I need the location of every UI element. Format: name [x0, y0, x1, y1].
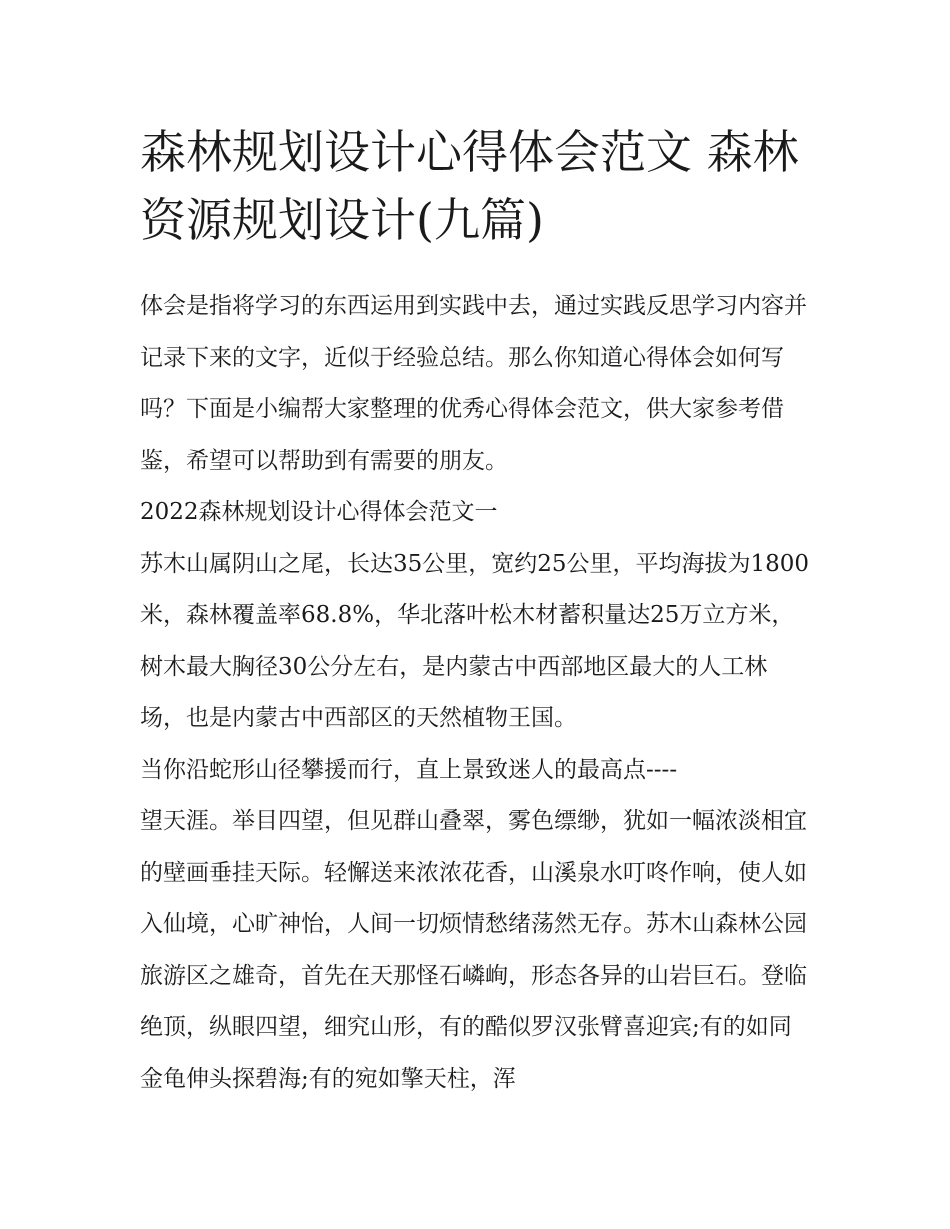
document-body	[140, 281, 812, 1105]
body-paragraph: 苏木山属阴山之尾，长达35公里，宽约25公里，平均海拔为1800米，森林覆盖率68.8%，华北落叶松木材蓄积量达25万立方米，树木最大胸径30公分左右，是内蒙古中西部地区最大的人工林场，也是内蒙古中西部区的天然植物王国。	[140, 550, 810, 731]
intro-paragraph: 体会是指将学习的东西运用到实践中去，通过实践反思学习内容并记录下来的文字，近似于经验总结。那么你知道心得体会如何写吗？下面是小编帮大家整理的优秀心得体会范文，供大家参考借鉴，希望可以帮助到有需要的朋友。	[140, 293, 807, 474]
section-heading: 2022森林规划设计心得体会范文一	[140, 499, 498, 525]
document-title: 森林规划设计心得体会范文 森林资源规划设计(九篇)	[140, 125, 799, 247]
body-paragraph: 当你沿蛇形山径攀援而行，直上景致迷人的最高点----	[140, 756, 678, 783]
body-paragraph: 望天涯。举目四望，但见群山叠翠，雾色缥缈，犹如一幅浓淡相宜的壁画垂挂天际。轻懈送来浓浓花香，山溪泉水叮咚作响，使人如入仙境，心旷神怡，人间一切烦情愁绪荡然无存。苏木山森林公园旅游区之雄奇，首先在天那怪石嶙峋，形态各异的山岩巨石。登临绝顶，纵眼四望，细究山形，有的酷似罗汉张臂喜迎宾;有的如同金龟伸头探碧海;有的宛如擎天柱，浑	[140, 808, 807, 1092]
